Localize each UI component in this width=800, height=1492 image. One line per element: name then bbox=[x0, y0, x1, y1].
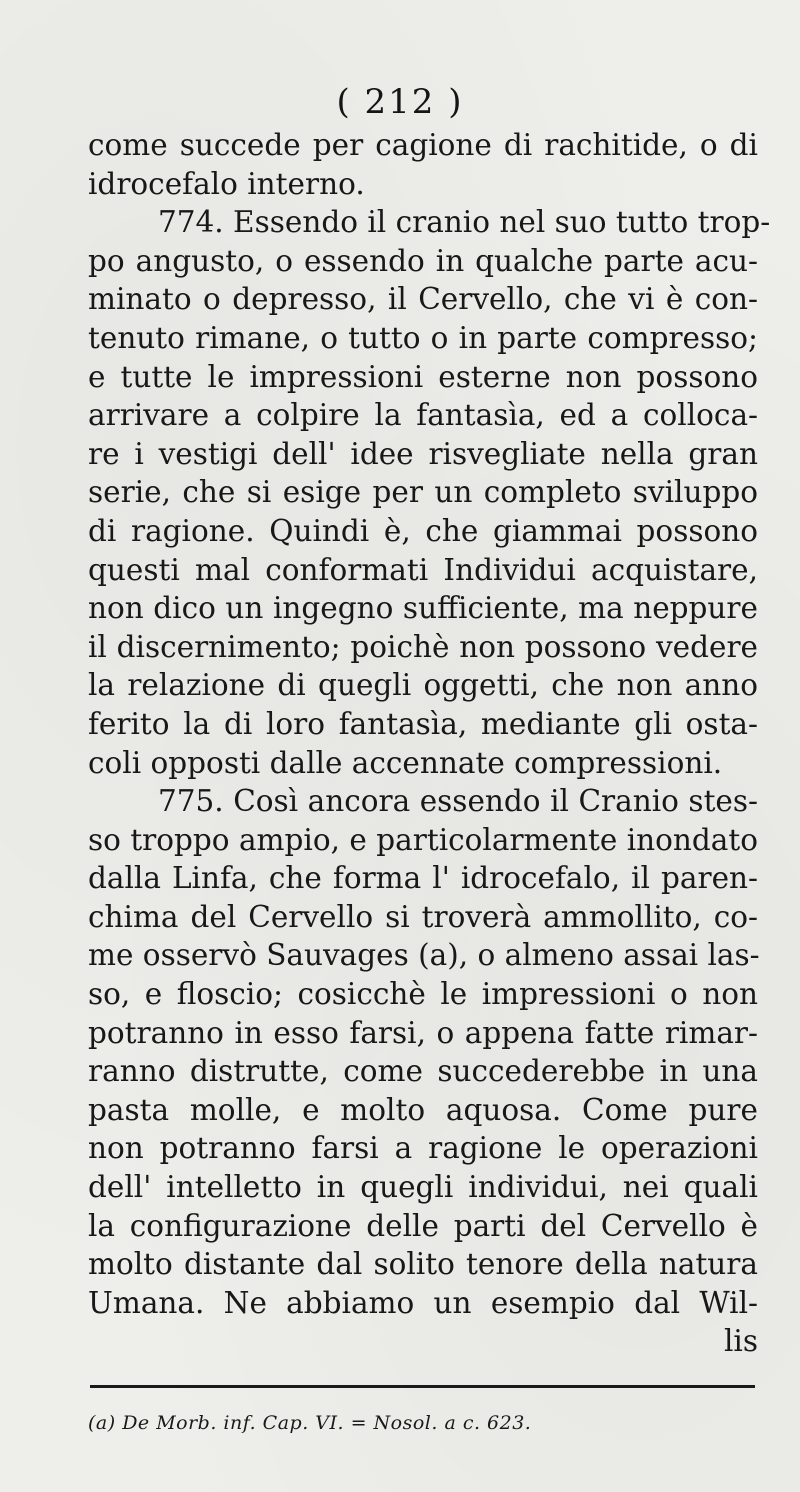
text-line-9: re i vestigi dell' idee risvegliate nella gran bbox=[88, 436, 758, 471]
text-line-25: ranno distrutte, come succederebbe in una bbox=[88, 1054, 758, 1089]
text-line-26: pasta molle, e molto aquosa. Come pure bbox=[88, 1092, 758, 1127]
text-line-27: non potranno farsi a ragione le operazioni bbox=[88, 1131, 758, 1166]
text-line-2: idrocefalo interno. bbox=[88, 166, 365, 201]
text-line-13: non dico un ingegno sufficiente, ma neppure bbox=[88, 591, 758, 626]
paragraph-775-start: 775. Così ancora essendo il Cranio stes- bbox=[158, 784, 758, 819]
text-line-5: minato o depresso, il Cervello, che vi è con- bbox=[88, 282, 758, 317]
text-line-31: Umana. Ne abbiamo un esempio dal Wil- bbox=[88, 1285, 758, 1320]
text-line-30: molto distante dal solito tenore della natura bbox=[88, 1247, 758, 1282]
paragraph-774-start: 774. Essendo il cranio nel suo tutto trop- bbox=[158, 205, 771, 240]
text-line-15: la relazione di quegli oggetti, che non anno bbox=[88, 668, 758, 703]
body-text bbox=[88, 126, 771, 1361]
text-line-16: ferito la di loro fantasìa, mediante gli osta- bbox=[88, 706, 758, 741]
text-line-11: di ragione. Quindi è, che giammai possono bbox=[88, 513, 758, 548]
catchword: lis bbox=[723, 1324, 758, 1359]
footnote: (a) De Morb. inf. Cap. VI. = Nosol. a c. 623. bbox=[88, 1412, 532, 1434]
text-line-10: serie, che si esige per un completo sviluppo bbox=[88, 475, 758, 510]
text-line-19: so troppo ampio, e particolarmente inondato bbox=[88, 822, 758, 857]
text-line-23: so, e floscio; cosicchè le impressioni o non bbox=[88, 977, 758, 1012]
text-line-6: tenuto rimane, o tutto o in parte compresso; bbox=[88, 320, 758, 355]
text-line-20: dalla Linfa, che forma l' idrocefalo, il paren- bbox=[88, 861, 758, 896]
text-line-7: e tutte le impressioni esterne non possono bbox=[88, 359, 758, 394]
footnote-rule bbox=[90, 1385, 755, 1388]
text-line-14: il discernimento; poichè non possono vedere bbox=[88, 629, 758, 664]
text-line-12: questi mal conformati Individui acquistare, bbox=[88, 552, 758, 587]
text-line-8: arrivare a colpire la fantasìa, ed a colloca- bbox=[88, 398, 758, 433]
text-line-17: coli opposti dalle accennate compressioni. bbox=[88, 745, 723, 780]
text-line-29: la configurazione delle parti del Cervello è bbox=[88, 1208, 758, 1243]
text-line-22: me osservò Sauvages (a), o almeno assai las- bbox=[88, 938, 760, 973]
page-number: ( 212 ) bbox=[336, 82, 464, 122]
text-line-24: potranno in esso farsi, o appena fatte rimar- bbox=[88, 1015, 758, 1050]
text-line-1: come succede per cagione di rachitide, o di bbox=[88, 128, 758, 162]
text-line-28: dell' intelletto in quegli individui, nei quali bbox=[88, 1170, 758, 1205]
text-line-4: po angusto, o essendo in qualche parte acu- bbox=[88, 243, 758, 278]
text-line-21: chima del Cervello si troverà ammollito, co- bbox=[88, 899, 758, 934]
